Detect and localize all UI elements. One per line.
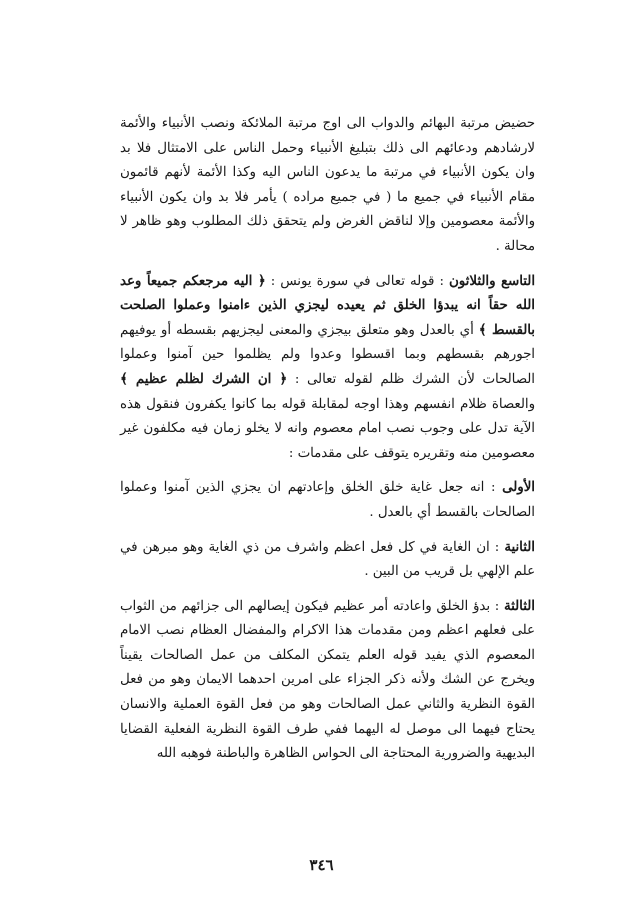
premise-first-text: : انه جعل غاية خلق الخلق وإعادتهم ان يجزي الذين آمنوا وعملوا الصالحات بالقسط أي بالعدل . xyxy=(120,480,535,520)
premise-third-heading: الثالثة xyxy=(503,598,535,614)
premise-third-text: : بدؤ الخلق واعادته أمر عظيم فيكون إيصالهم الى جزائهم من الثواب على فعلهم اعظم ومن مقدمات هذا الاكرام والمفضال العظام نصب الامام المعصوم الذي يفيد قوله العلم يتمكن المكلف من عمل الصالحات يقيناً ويخرج عن الشك ولأنه ذكر الجزاء على امرين احدهما الايمان وهو من فعل القوة النظرية والثاني عمل الصالحات وهو من فعل القوة العملية والانسان يحتاج فيهما الى موصل له اليهما ففي طرف القوة النظرية الفعلية القضايا البديهية والضرورية المحتاجة الى الحواس الظاهرة والباطنة فوهبه الله xyxy=(120,598,535,762)
premise-first xyxy=(120,476,535,525)
premise-second xyxy=(120,536,535,585)
paragraph-1-text: حضيض مرتبة البهائم والدواب الى اوج مرتبة الملائكة ونصب الأنبياء والأئمة لارشادهم ودعائهم الى ذلك بتبليغ الأنبياء وحمل الناس على الامتثال فلا بد وان يكون الأنبياء في مرتبة ما يدعون الناس اليه وكذا الأئمة لأنهم قائمون مقام الأنبياء في جميع ما ( في جميع مراده ) يأمر فلا بد وان يكون الأنبياء والأئمة معصومين وإلا لناقض الغرض ولم يتحقق ذلك المطلوب وهو ظاهر لا محالة . xyxy=(120,116,535,254)
paragraph-39 xyxy=(120,270,535,467)
quran-verse-luqman: ﴿ ان الشرك لظلم عظيم ﴾ xyxy=(120,371,288,387)
body-text xyxy=(120,112,535,767)
premise-second-text: : ان الغاية في كل فعل اعظم واشرف من ذي الغاية وهو مبرهن في علم الإلهي بل قريب من البين . xyxy=(120,539,535,580)
quran-verse-yunus: ﴿ اليه مرجعكم جميعاً وعد الله حقاً انه يبدؤا الخلق ثم يعيده ليجزي الذين ءامنوا وعملوا الصلحت بالقسط ﴾ xyxy=(120,273,536,338)
paragraph-39-body: أي بالعدل وهو متعلق بيجزي والمعنى ليجزيهم بقسطه أو يوفيهم اجورهم بقسطهم وبما اقسطوا وعدوا ولم يظلموا حين آمنوا وعملوا الصالحات لأن الشرك ظلم لقوله تعالى : xyxy=(120,322,535,387)
paragraph-1 xyxy=(120,112,535,260)
premise-second-heading: الثانية xyxy=(504,539,535,555)
premise-first-heading: الأولى xyxy=(502,480,535,496)
paragraph-39-intro: : قوله تعالى في سورة يونس : xyxy=(265,273,450,289)
page-number: ٣٤٦ xyxy=(309,856,334,874)
premise-third xyxy=(120,595,535,767)
paragraph-39-conclusion: والعصاة ظلام انفسهم وهذا اوجه لمقابلة قوله بما كانوا يكفرون فنقول هذه الآية تدل على وجوب نصب امام معصوم وانه لا يخلو زمان فيه مكلفون غير معصومين منه وتقريره يتوقف على مقدمات : xyxy=(120,396,535,461)
section-heading-39: التاسع والثلاثون xyxy=(449,273,536,289)
